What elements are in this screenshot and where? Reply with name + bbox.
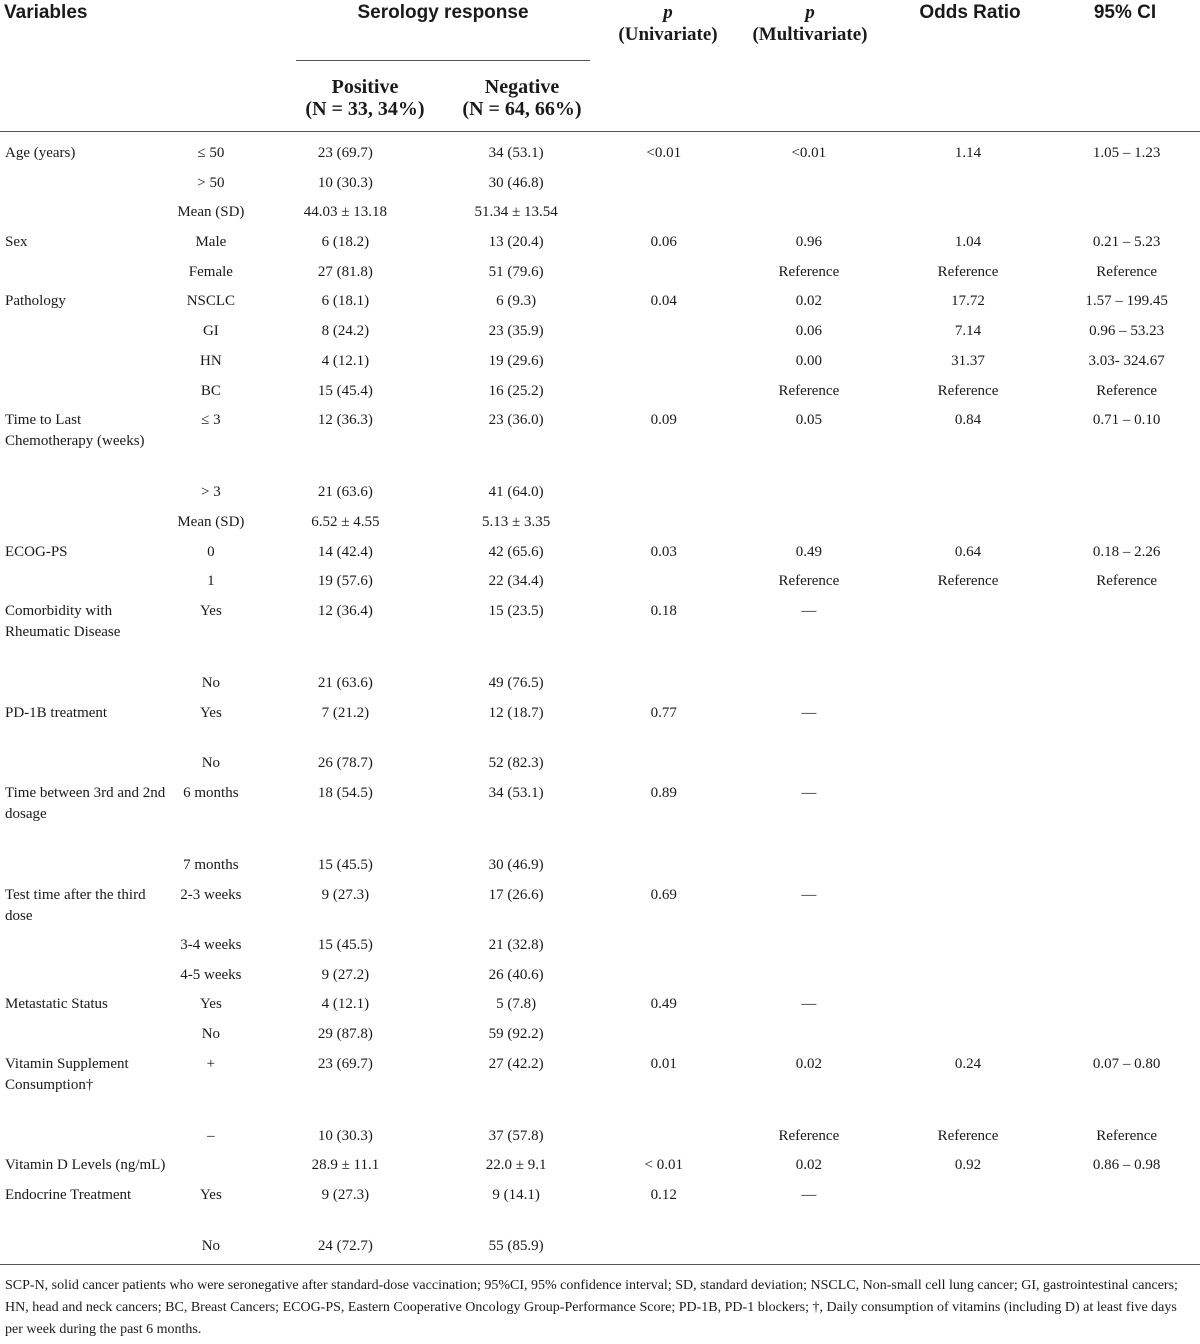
table-cell [1053,935,1200,965]
table-cell [0,482,171,512]
table-cell: 0.49 [795,543,822,560]
table-footnote: SCP-N, solid cancer patients who were seronegative after standard-dose vaccination; 95%CI, 95% confidence interval; SD, standard deviation; NSCLC, Non-small cell lung cancer; GI, gastrointestinal cancers; HN, head and neck cancers; BC, Breast Cancers; ECOG-PS, Eastern Cooperative Oncology Group-Performance Score; PD-1B, PD-1 blockers; †, Daily consumption of vitamins (including D) at least five days per week during the past 6 months. [5,1278,1178,1337]
table-cell: 27 (81.8) [317,263,373,280]
table-cell [735,482,883,512]
table-cell: BC [200,382,221,399]
table-cell: 55 (85.9) [488,1237,544,1254]
table-cell: 21 (63.6) [317,484,373,501]
table-cell [0,1024,171,1054]
table-cell: 0.02 [795,293,822,310]
table-cell [0,1126,171,1156]
table-cell: 14 (42.4) [317,543,373,560]
data-table [0,143,1200,1265]
table-cell: 7 months [183,856,239,873]
table-row [0,1024,1200,1054]
header-odds-ratio: Odds Ratio [919,2,1021,23]
table-cell: Metastatic Status [5,996,108,1013]
table-cell: 15 (45.5) [317,937,373,953]
table-cell: 0.18 [650,602,677,619]
table-cell: 10 (30.3) [317,1127,373,1144]
header-positive [290,76,440,120]
table-cell: 13 (20.4) [488,234,544,251]
table-cell: 0.71 – 0.10 [1092,412,1161,429]
table-row [0,1155,1200,1185]
table-cell: 37 (57.8) [488,1127,544,1144]
table-cell [1053,994,1200,1024]
table-cell: 0.05 [795,412,822,429]
table-cell: HN [200,352,222,369]
table-cell: 0.96 – 53.23 [1089,323,1165,340]
table-cell: Reference [778,263,840,280]
table-cell: Pathology [5,293,66,310]
table-cell [735,1024,883,1054]
table-cell: 12 (36.4) [317,602,373,619]
table-cell: 3.03- 324.67 [1088,352,1165,369]
table-cell: 0.96 [795,234,822,251]
table-cell: 1.14 [954,145,982,161]
table-cell: 23 (35.9) [488,323,544,340]
table-cell: 26 (78.7) [317,755,373,772]
table-cell: 29 (87.8) [317,1026,373,1043]
table-cell: 0.64 [954,543,982,560]
table-cell [171,1155,251,1185]
table-cell: Reference [1096,263,1158,280]
table-row [0,1054,1200,1126]
table-cell: 0.49 [650,996,677,1013]
table-cell: 31.37 [951,352,985,369]
table-cell [883,1236,1054,1266]
serology-underline [296,60,590,61]
table-cell: Male [195,234,227,251]
table-cell: Sex [5,234,28,251]
table-cell [1053,673,1200,703]
table-cell [883,601,1054,673]
table-cell [735,173,883,203]
table-cell: 15 (23.5) [488,602,544,619]
table-cell: GI [202,323,219,340]
table-cell: No [201,674,221,691]
table-cell: Mean (SD) [177,513,245,530]
table-cell [0,753,171,783]
table-cell: 23 (69.7) [317,145,373,161]
table-cell: 0.89 [650,784,677,801]
table-cell: 15 (45.4) [317,382,373,399]
table-cell: 17.72 [951,293,985,310]
table-row [0,1126,1200,1156]
table-row [0,262,1200,292]
table-cell [1053,1024,1200,1054]
table-cell [735,512,883,542]
table-cell [0,571,171,601]
table-cell: 15 (45.5) [317,856,373,873]
table-cell [883,703,1054,754]
table-row [0,571,1200,601]
table-cell: 21 (32.8) [488,937,544,953]
table-cell: 9 (27.3) [321,886,370,903]
table-cell [735,753,883,783]
table-cell: 1 [207,573,215,590]
negative-n: (N = 64, 66%) [462,98,582,120]
table-row [0,965,1200,995]
header-variables: Variables [4,2,88,23]
table-row [0,753,1200,783]
table-cell: Yes [199,602,222,619]
table-cell [592,935,735,965]
table-cell [0,965,171,995]
table-cell [0,935,171,965]
table-cell: 41 (64.0) [488,484,544,501]
table-cell: Reference [1096,573,1158,590]
table-cell [1053,512,1200,542]
table-cell: 27 (42.2) [488,1055,544,1072]
table-row [0,673,1200,703]
table-cell: 44.03 ± 13.18 [303,204,388,221]
negative-label: Negative [484,76,560,98]
table-cell [883,935,1054,965]
table-cell [883,1185,1054,1236]
table-cell [0,855,171,885]
table-cell [592,321,735,351]
table-cell: 0.02 [795,1157,822,1174]
table-cell [883,512,1054,542]
table-cell: 1.04 [954,234,982,251]
table-cell: 22 (34.4) [488,573,544,590]
table-cell [0,1236,171,1266]
table-cell: No [201,1026,221,1043]
table-cell: 8 (24.2) [321,323,370,340]
table-cell: 4 (12.1) [321,996,370,1013]
table-cell [1053,855,1200,885]
table-cell: 4 (12.1) [321,352,370,369]
table-cell: — [801,1187,817,1204]
table-cell [592,673,735,703]
table-cell: 0.03 [650,543,677,560]
table-cell [592,262,735,292]
table-cell: 22.0 ± 9.1 [485,1157,547,1174]
table-cell [1053,965,1200,995]
table-cell: 18 (54.5) [317,784,373,801]
table-cell: 0.77 [650,704,677,721]
multivariate-label: (Multivariate) [752,24,868,45]
table-cell: 51.34 ± 13.54 [474,204,558,221]
table-cell [0,381,171,411]
table-cell [592,381,735,411]
table-cell: 42 (65.6) [488,543,544,560]
table-cell: 0.69 [650,886,677,903]
table-header [0,0,1200,132]
univariate-label: (Univariate) [618,24,718,45]
table-row [0,351,1200,381]
table-cell [1053,703,1200,754]
table-row [0,232,1200,262]
table-row [0,291,1200,321]
table-cell: Reference [778,573,840,590]
table-cell [0,262,171,292]
table-row [0,1236,1200,1266]
table-cell: 2-3 weeks [180,886,242,903]
table-cell [883,753,1054,783]
table-cell: 9 (27.3) [321,1187,370,1204]
table-cell: ECOG-PS [5,543,68,560]
table-cell [1053,885,1200,936]
table-row [0,601,1200,673]
table-cell: 6 (18.2) [321,234,370,251]
table-cell: Endocrine Treatment [5,1187,132,1204]
table-cell: Reference [778,1127,840,1144]
table-cell [0,202,171,232]
table-cell: 0.06 [795,323,822,340]
table-cell: 0.18 – 2.26 [1092,543,1161,560]
table-cell: 49 (76.5) [488,674,544,691]
table-cell: 34 (53.1) [488,145,544,161]
table-cell [735,855,883,885]
table-row [0,885,1200,936]
table-cell: ≤ 50 [197,145,225,161]
table-cell: — [801,784,817,801]
table-cell [883,673,1054,703]
header-negative [447,76,597,120]
table-cell: 24 (72.7) [317,1237,373,1254]
table-cell: 21 (63.6) [317,674,373,691]
table-cell: Yes [199,996,222,1013]
table-cell [883,783,1054,855]
table-cell [0,673,171,703]
table-cell: Reference [937,1127,999,1144]
table-cell: 1.05 – 1.23 [1092,145,1161,161]
table-cell: 3-4 weeks [180,937,242,953]
table-cell [592,753,735,783]
table-cell: Comorbidity with Rheumatic Disease [5,602,121,640]
table-cell: Reference [937,263,999,280]
table-row [0,1185,1200,1236]
table-cell: 0.84 [954,412,982,429]
table-cell: Yes [199,704,222,721]
table-cell [592,571,735,601]
table-cell: 23 (69.7) [317,1055,373,1072]
footer-rule [0,1264,1200,1265]
table-cell: NSCLC [186,293,236,310]
table-cell [883,855,1054,885]
table-cell: 28.9 ± 11.1 [311,1157,380,1174]
table-cell: Vitamin D Levels (ng/mL) [5,1157,166,1174]
table-cell [735,202,883,232]
table-cell: 59 (92.2) [488,1026,544,1043]
header-serology-response: Serology response [357,2,529,23]
table-cell [592,1236,735,1266]
table-cell [0,173,171,203]
table-cell: 0.04 [650,293,677,310]
p-symbol: p [663,2,673,23]
table-cell: — [801,704,817,721]
table-cell [0,351,171,381]
header-p-multivariate [725,2,895,46]
table-cell: 12 (36.3) [317,412,373,429]
table-cell [592,965,735,995]
table-cell: Reference [1096,382,1158,399]
table-cell: 0.06 [650,234,677,251]
table-cell [735,673,883,703]
table-cell: 0.07 – 0.80 [1092,1055,1161,1072]
table-cell: Female [188,263,233,280]
table-cell [1053,753,1200,783]
table-cell: 9 (27.2) [321,966,370,983]
table-cell [883,482,1054,512]
table-cell: 0.92 [954,1157,982,1174]
table-cell [1053,1236,1200,1266]
table-cell: 6 (18.1) [321,293,370,310]
table-cell [735,1236,883,1266]
positive-label: Positive [331,76,399,98]
table-cell: – [207,1127,215,1144]
table-cell [883,1024,1054,1054]
table-cell [735,935,883,965]
table-cell [1053,202,1200,232]
table-cell: 0.21 – 5.23 [1092,234,1161,251]
table-cell: 0 [207,543,215,560]
table-cell: 10 (30.3) [317,174,373,191]
table-cell: 26 (40.6) [488,966,544,983]
table-cell: 7 (21.2) [321,704,370,721]
p-symbol: p [805,2,815,23]
table-cell: 34 (53.1) [488,784,544,801]
table-cell: <0.01 [646,145,682,161]
table-row [0,143,1200,173]
table-cell: 6 months [183,784,239,801]
table-cell [0,321,171,351]
table-body [0,143,1200,1265]
table-cell: ≤ 3 [201,412,221,429]
table-cell [592,351,735,381]
table-cell: 6.52 ± 4.55 [311,513,380,530]
table-cell: 0.09 [650,412,677,429]
table-cell: 23 (36.0) [488,412,544,429]
table-cell [592,1126,735,1156]
table-cell: PD-1B treatment [5,704,108,721]
table-cell: 5.13 ± 3.35 [482,513,551,530]
table-row [0,703,1200,754]
table-cell: 5 (7.8) [496,996,537,1013]
table-cell: 52 (82.3) [488,755,544,772]
table-cell: Time to Last Chemotherapy (weeks) [5,412,145,450]
table-cell [592,202,735,232]
table-cell [1053,482,1200,512]
table-cell: Yes [199,1187,222,1204]
table-cell [883,885,1054,936]
table-cell: 0.02 [795,1055,822,1072]
table-cell: 0.00 [795,352,822,369]
positive-n: (N = 33, 34%) [305,98,425,120]
table-row [0,994,1200,1024]
table-cell [592,1024,735,1054]
table-cell: No [201,755,221,772]
table-cell: 4-5 weeks [180,966,242,983]
table-cell [1053,601,1200,673]
table-cell [1053,1185,1200,1236]
header-rule [0,131,1200,132]
table-cell [592,512,735,542]
table-cell: 30 (46.8) [488,174,544,191]
table-cell: <0.01 [791,145,827,161]
table-cell: Age (years) [5,145,76,161]
table-cell [883,965,1054,995]
table-cell: 16 (25.2) [488,382,544,399]
table-cell: — [801,602,817,619]
table-cell: > 3 [201,484,221,501]
table-cell: 1.57 – 199.45 [1085,293,1168,310]
table-cell: Reference [937,382,999,399]
table-row [0,173,1200,203]
table-cell: 9 (14.1) [492,1187,540,1204]
table-cell: Reference [937,573,999,590]
table-cell: 19 (57.6) [317,573,373,590]
table-row [0,855,1200,885]
table-cell: 17 (26.6) [488,886,544,903]
table-row [0,321,1200,351]
table-cell: < 0.01 [644,1157,683,1174]
table-row [0,783,1200,855]
table-row [0,935,1200,965]
table-cell [883,994,1054,1024]
table-row [0,482,1200,512]
table-cell [735,965,883,995]
table-cell: Vitamin Supplement Consumption† [5,1055,129,1093]
table-cell: No [201,1237,221,1254]
table-row [0,410,1200,482]
table-cell: 0.24 [954,1055,982,1072]
table-cell [883,173,1054,203]
table-cell [1053,783,1200,855]
table-cell [592,855,735,885]
table-cell: 0.12 [650,1187,677,1204]
table-cell: 30 (46.9) [488,856,544,873]
table-cell: Mean (SD) [177,204,245,221]
table-cell: Time between 3rd and 2nd dosage [5,784,166,822]
table-cell: — [801,996,817,1013]
table-cell [0,512,171,542]
table-cell: 51 (79.6) [488,263,544,280]
table-cell: 6 (9.3) [496,293,537,310]
table-cell [592,482,735,512]
table-cell [883,202,1054,232]
table-row [0,542,1200,572]
table-cell: 12 (18.7) [488,704,544,721]
table-cell: Reference [1096,1127,1158,1144]
table-cell: 19 (29.6) [488,352,544,369]
table-row [0,512,1200,542]
table-cell [1053,173,1200,203]
table-cell: 0.01 [650,1055,677,1072]
header-95-ci: 95% CI [1093,2,1157,23]
table-cell: > 50 [197,174,225,191]
table-cell: 7.14 [954,323,982,340]
table-row [0,381,1200,411]
table-cell: — [801,886,817,903]
table-cell: + [206,1055,216,1072]
table-cell: Reference [778,382,840,399]
table-cell: Test time after the third dose [5,886,146,924]
table-cell: 0.86 – 0.98 [1092,1157,1161,1174]
table-cell [592,173,735,203]
table-row [0,202,1200,232]
